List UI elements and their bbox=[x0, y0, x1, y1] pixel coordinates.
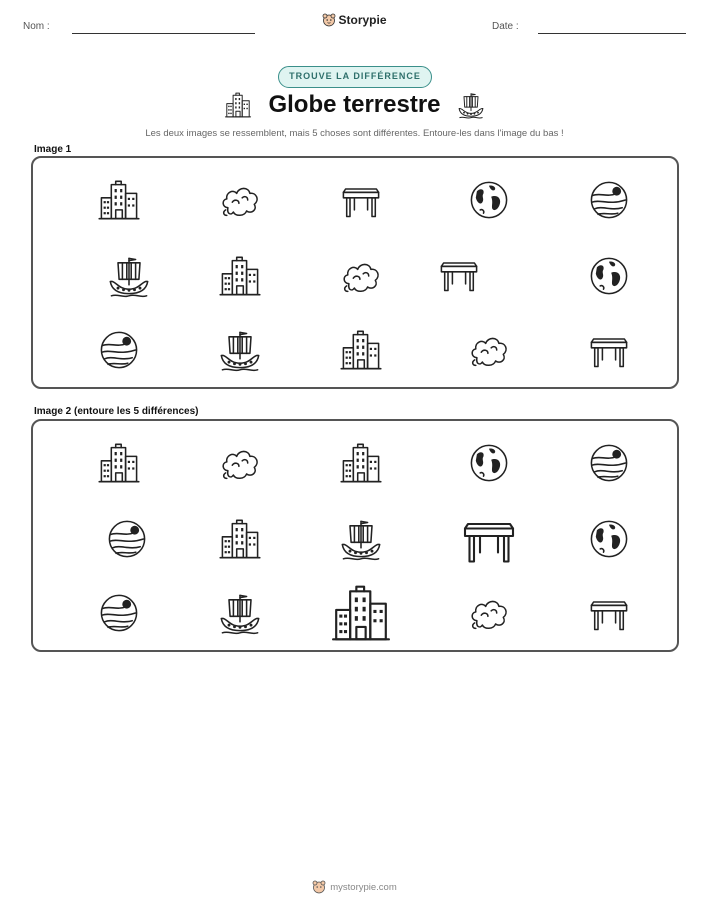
activity-badge: TROUVE LA DIFFÉRENCE bbox=[278, 66, 432, 88]
planet-icon bbox=[97, 328, 141, 372]
planet-icon bbox=[587, 178, 631, 222]
planet-icon[interactable] bbox=[97, 591, 141, 635]
buildings-icon[interactable] bbox=[97, 441, 141, 485]
buildings-icon bbox=[224, 91, 252, 119]
cloud-icon bbox=[339, 254, 383, 298]
planet-icon[interactable] bbox=[587, 441, 631, 485]
footer bbox=[0, 880, 709, 894]
cloud-icon[interactable] bbox=[218, 441, 262, 485]
date-input-line[interactable] bbox=[538, 33, 686, 34]
footer-url: mystorypie.com bbox=[330, 882, 397, 893]
globe-icon bbox=[587, 254, 631, 298]
globe-icon bbox=[467, 178, 511, 222]
storypie-mascot-icon bbox=[322, 13, 336, 27]
image1-panel bbox=[31, 156, 679, 389]
name-input-line[interactable] bbox=[72, 33, 255, 34]
buildings-icon bbox=[339, 328, 383, 372]
cloud-icon bbox=[218, 178, 262, 222]
cloud-icon bbox=[467, 328, 511, 372]
viking-ship-icon bbox=[218, 328, 262, 372]
table-icon bbox=[339, 178, 383, 222]
image1-label: Image 1 bbox=[34, 144, 72, 155]
buildings-icon[interactable] bbox=[339, 441, 383, 485]
viking-ship-icon bbox=[107, 254, 151, 298]
buildings-icon[interactable] bbox=[218, 517, 262, 561]
planet-icon[interactable] bbox=[105, 517, 149, 561]
instructions: Les deux images se ressemblent, mais 5 choses sont différentes. Entoure-les dans l'image du bas ! bbox=[145, 128, 564, 139]
brand-logo bbox=[0, 13, 709, 27]
date-label: Date : bbox=[492, 21, 519, 32]
viking-ship-icon[interactable] bbox=[339, 517, 383, 561]
table-icon[interactable] bbox=[587, 591, 631, 635]
viking-ship-icon[interactable] bbox=[218, 591, 262, 635]
buildings-icon bbox=[97, 178, 141, 222]
name-label: Nom : bbox=[23, 21, 50, 32]
globe-icon[interactable] bbox=[467, 441, 511, 485]
image2-panel[interactable] bbox=[31, 419, 679, 652]
table-icon bbox=[587, 328, 631, 372]
page-title: Globe terrestre bbox=[268, 91, 441, 118]
title-row bbox=[0, 91, 709, 119]
buildings-icon bbox=[218, 254, 262, 298]
viking-ship-icon bbox=[457, 91, 485, 119]
table-icon bbox=[437, 252, 481, 296]
globe-icon[interactable] bbox=[587, 517, 631, 561]
cloud-icon[interactable] bbox=[467, 591, 511, 635]
buildings-icon[interactable] bbox=[330, 582, 392, 644]
image2-label: Image 2 (entoure les 5 différences) bbox=[34, 406, 199, 417]
storypie-mascot-icon bbox=[312, 880, 326, 894]
table-icon[interactable] bbox=[459, 509, 519, 569]
brand-name: Storypie bbox=[338, 13, 387, 27]
